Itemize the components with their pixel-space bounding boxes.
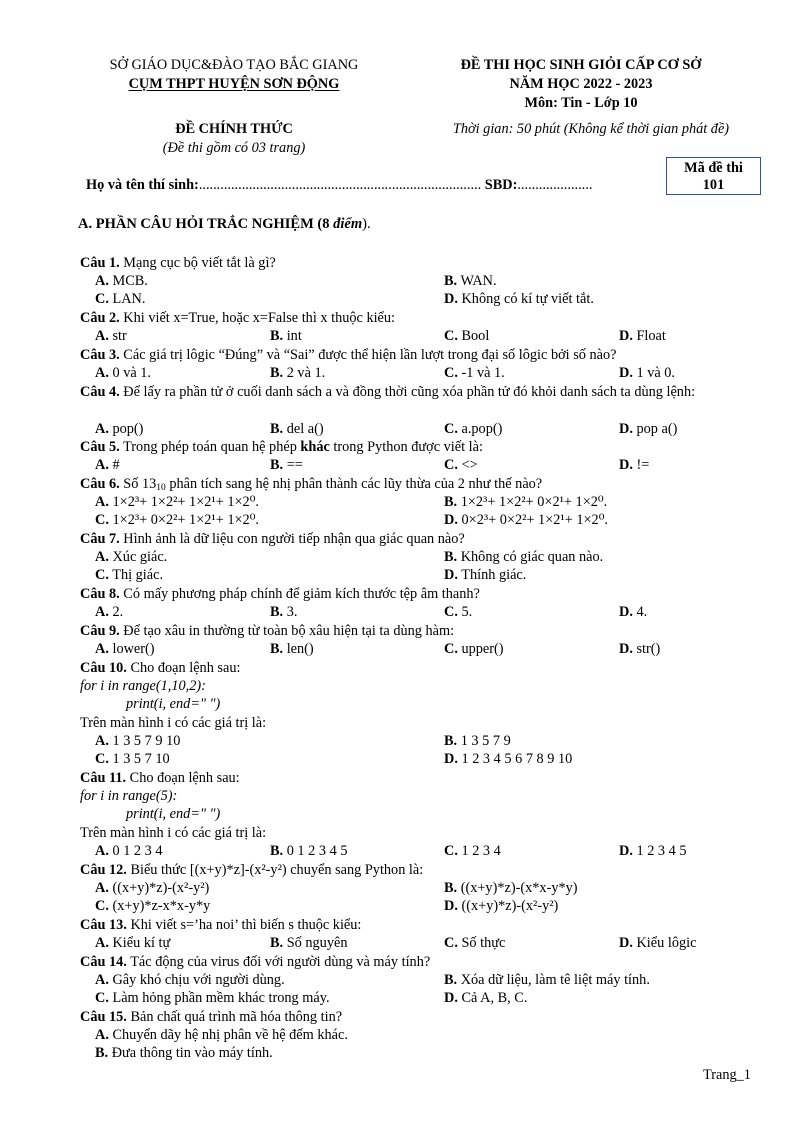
- q13-option-d[interactable]: D. Kiểu lôgic: [619, 935, 697, 951]
- q11-prompt: Trên màn hình i có các giá trị là:: [80, 825, 267, 841]
- q12-option-d[interactable]: D. ((x+y)*z)-(x²-y²): [444, 898, 559, 914]
- q13-option-c[interactable]: C. Số thực: [444, 935, 506, 951]
- name-label: Họ và tên thí sinh:: [86, 177, 199, 193]
- candidate-info-row: [86, 177, 592, 194]
- question-9: Câu 9. Để tạo xâu in thường từ toàn bộ xâu hiện tại ta dùng hàm:: [80, 623, 455, 639]
- q11-option-d[interactable]: D. 1 2 3 4 5: [619, 843, 687, 859]
- question-14: Câu 14. Tác động của virus đối với người dùng và máy tính?: [80, 954, 431, 970]
- q2-option-b[interactable]: B. int: [270, 328, 302, 344]
- exam-code-box: [666, 157, 761, 195]
- question-6: Câu 6. Số $13_{10}$ phân tích sang hệ nhị phân thành các lũy thừa của 2 như thế nào?: [80, 476, 543, 493]
- q11-code-line-2: print(i, end=" "): [126, 806, 221, 822]
- q7-option-b[interactable]: B. Không có giác quan nào.: [444, 549, 604, 565]
- q10-code-line-1: for i in range(1,10,2):: [80, 678, 206, 694]
- q5-option-d[interactable]: D. !=: [619, 457, 650, 473]
- q4-option-b[interactable]: B. del a(): [270, 421, 324, 437]
- q7-option-a[interactable]: A. Xúc giác.: [95, 549, 168, 565]
- name-field[interactable]: ...............................................................................: [198, 177, 482, 193]
- q6-option-c[interactable]: C. 1×2³+ 0×2²+ 1×2¹+ 1×2⁰.: [95, 512, 259, 528]
- q10-option-a[interactable]: A. 1 3 5 7 9 10: [95, 733, 181, 749]
- q8-option-b[interactable]: B. 3.: [270, 604, 298, 620]
- q4-option-a[interactable]: A. pop(): [95, 421, 144, 437]
- section-a-title: A. PHẦN CÂU HỎI TRẮC NGHIỆM (8 điểm).: [78, 216, 371, 232]
- question-7: Câu 7. Hình ảnh là dữ liệu con người tiếp nhận qua giác quan nào?: [80, 531, 465, 547]
- q2-option-c[interactable]: C. Bool: [444, 328, 490, 344]
- q11-code-line-1: for i in range(5):: [80, 788, 178, 804]
- q12-option-b[interactable]: B. ((x+y)*z)-(x*x-y*y): [444, 880, 578, 896]
- exam-time: Thời gian: 50 phút (Không kể thời gian phát đề): [452, 121, 730, 137]
- official-label: ĐỀ CHÍNH THỨC: [175, 121, 293, 137]
- cluster-name-underlined: CỤM THPT HUYỆN SƠN ĐỘNG: [128, 76, 340, 92]
- question-2: Câu 2. Khi viết x=True, hoặc x=False thì x thuộc kiểu:: [80, 310, 396, 326]
- q2-option-d[interactable]: D. Float: [619, 328, 666, 344]
- sbd-label: SBD:: [484, 177, 518, 193]
- question-10: Câu 10. Cho đoạn lệnh sau:: [80, 660, 241, 676]
- q7-option-c[interactable]: C. Thị giác.: [95, 567, 164, 583]
- q5-option-c[interactable]: C. <>: [444, 457, 478, 473]
- dept-name: SỞ GIÁO DỤC&ĐÀO TẠO BẮC GIANG: [109, 57, 359, 73]
- q1-option-a[interactable]: A. MCB.: [95, 273, 148, 289]
- q14-option-a[interactable]: A. Gây khó chịu với người dùng.: [95, 972, 285, 988]
- q5-option-a[interactable]: A. #: [95, 457, 120, 473]
- question-11: Câu 11. Cho đoạn lệnh sau:: [80, 770, 240, 786]
- q11-option-c[interactable]: C. 1 2 3 4: [444, 843, 501, 859]
- q9-option-b[interactable]: B. len(): [270, 641, 314, 657]
- question-8: Câu 8. Có mấy phương pháp chính để giảm kích thước tệp âm thanh?: [80, 586, 480, 602]
- q10-option-b[interactable]: B. 1 3 5 7 9: [444, 733, 511, 749]
- q15-option-a[interactable]: A. Chuyển dãy hệ nhị phân về hệ đếm khác.: [95, 1027, 348, 1043]
- q9-option-a[interactable]: A. lower(): [95, 641, 155, 657]
- q3-option-c[interactable]: C. -1 và 1.: [444, 365, 505, 381]
- q13-option-b[interactable]: B. Số nguyên: [270, 935, 348, 951]
- q6-option-a[interactable]: A. 1×2³+ 1×2²+ 1×2¹+ 1×2⁰.: [95, 494, 259, 510]
- q3-option-b[interactable]: B. 2 và 1.: [270, 365, 326, 381]
- question-12: Câu 12. Biểu thức [(x+y)*z]-(x²-y²) chuyển sang Python là:: [80, 862, 424, 878]
- exam-title: ĐỀ THI HỌC SINH GIỎI CẤP CƠ SỞ: [460, 57, 702, 73]
- question-1: Câu 1. Mạng cục bộ viết tắt là gì?: [80, 255, 276, 271]
- q10-code-line-2: print(i, end=" "): [126, 696, 221, 712]
- q7-option-d[interactable]: D. Thính giác.: [444, 567, 527, 583]
- exam-year: NĂM HỌC 2022 - 2023: [509, 76, 653, 92]
- q9-option-c[interactable]: C. upper(): [444, 641, 504, 657]
- q1-option-b[interactable]: B. WAN.: [444, 273, 497, 289]
- q14-option-c[interactable]: C. Làm hỏng phần mềm khác trong máy.: [95, 990, 330, 1006]
- q10-option-d[interactable]: D. 1 2 3 4 5 6 7 8 9 10: [444, 751, 573, 767]
- q8-option-a[interactable]: A. 2.: [95, 604, 124, 620]
- q10-option-c[interactable]: C. 1 3 5 7 10: [95, 751, 170, 767]
- sbd-field[interactable]: .....................: [517, 177, 593, 193]
- q11-option-b[interactable]: B. 0 1 2 3 4 5: [270, 843, 348, 859]
- q15-option-b[interactable]: B. Đưa thông tin vào máy tính.: [95, 1045, 273, 1061]
- q6-option-d[interactable]: D. 0×2³+ 0×2²+ 1×2¹+ 1×2⁰.: [444, 512, 608, 528]
- q8-option-d[interactable]: D. 4.: [619, 604, 648, 620]
- q14-option-b[interactable]: B. Xóa dữ liệu, làm tê liệt máy tính.: [444, 972, 650, 988]
- question-4: Câu 4. Để lấy ra phần tử ở cuối danh sách a và đồng thời cũng xóa phần tử đó khỏi danh sách ta dùng lệnh:: [80, 384, 696, 400]
- q3-option-a[interactable]: A. 0 và 1.: [95, 365, 151, 381]
- q6-option-b[interactable]: B. 1×2³+ 1×2²+ 0×2¹+ 1×2⁰.: [444, 494, 608, 510]
- q12-option-c[interactable]: C. (x+y)*z-x*x-y*y: [95, 898, 211, 914]
- q4-option-c[interactable]: C. a.pop(): [444, 421, 503, 437]
- q13-option-a[interactable]: A. Kiểu kí tự: [95, 935, 171, 951]
- page-number: Trang_1: [703, 1067, 751, 1083]
- cluster-name: [78, 75, 390, 94]
- question-13: Câu 13. Khi viết s=’ha noi’ thì biến s thuộc kiểu:: [80, 917, 362, 933]
- question-15: Câu 15. Bản chất quá trình mã hóa thông tin?: [80, 1009, 343, 1025]
- question-3: Câu 3. Các giá trị lôgic “Đúng” và “Sai” được thể hiện lần lượt trong đại số lôgic bởi số nào?: [80, 347, 617, 363]
- exam-code-label: Mã đề thi: [684, 160, 743, 176]
- q4-option-d[interactable]: D. pop a(): [619, 421, 678, 437]
- q5-option-b[interactable]: B. ==: [270, 457, 303, 473]
- exam-subject: Môn: Tin - Lớp 10: [524, 95, 638, 111]
- q8-option-c[interactable]: C. 5.: [444, 604, 473, 620]
- q3-option-d[interactable]: D. 1 và 0.: [619, 365, 675, 381]
- q1-option-d[interactable]: D. Không có kí tự viết tắt.: [444, 291, 594, 307]
- q14-option-d[interactable]: D. Cả A, B, C.: [444, 990, 528, 1006]
- question-5: Câu 5. Trong phép toán quan hệ phép khác trong Python được viết là:: [80, 439, 483, 455]
- q9-option-d[interactable]: D. str(): [619, 641, 661, 657]
- q11-option-a[interactable]: A. 0 1 2 3 4: [95, 843, 163, 859]
- pages-note: (Đề thi gồm có 03 trang): [162, 140, 306, 156]
- q1-option-c[interactable]: C. LAN.: [95, 291, 146, 307]
- q10-prompt: Trên màn hình i có các giá trị là:: [80, 715, 267, 731]
- q2-option-a[interactable]: A. str: [95, 328, 127, 344]
- exam-code-value: 101: [702, 177, 725, 193]
- q12-option-a[interactable]: A. ((x+y)*z)-(x²-y²): [95, 880, 210, 896]
